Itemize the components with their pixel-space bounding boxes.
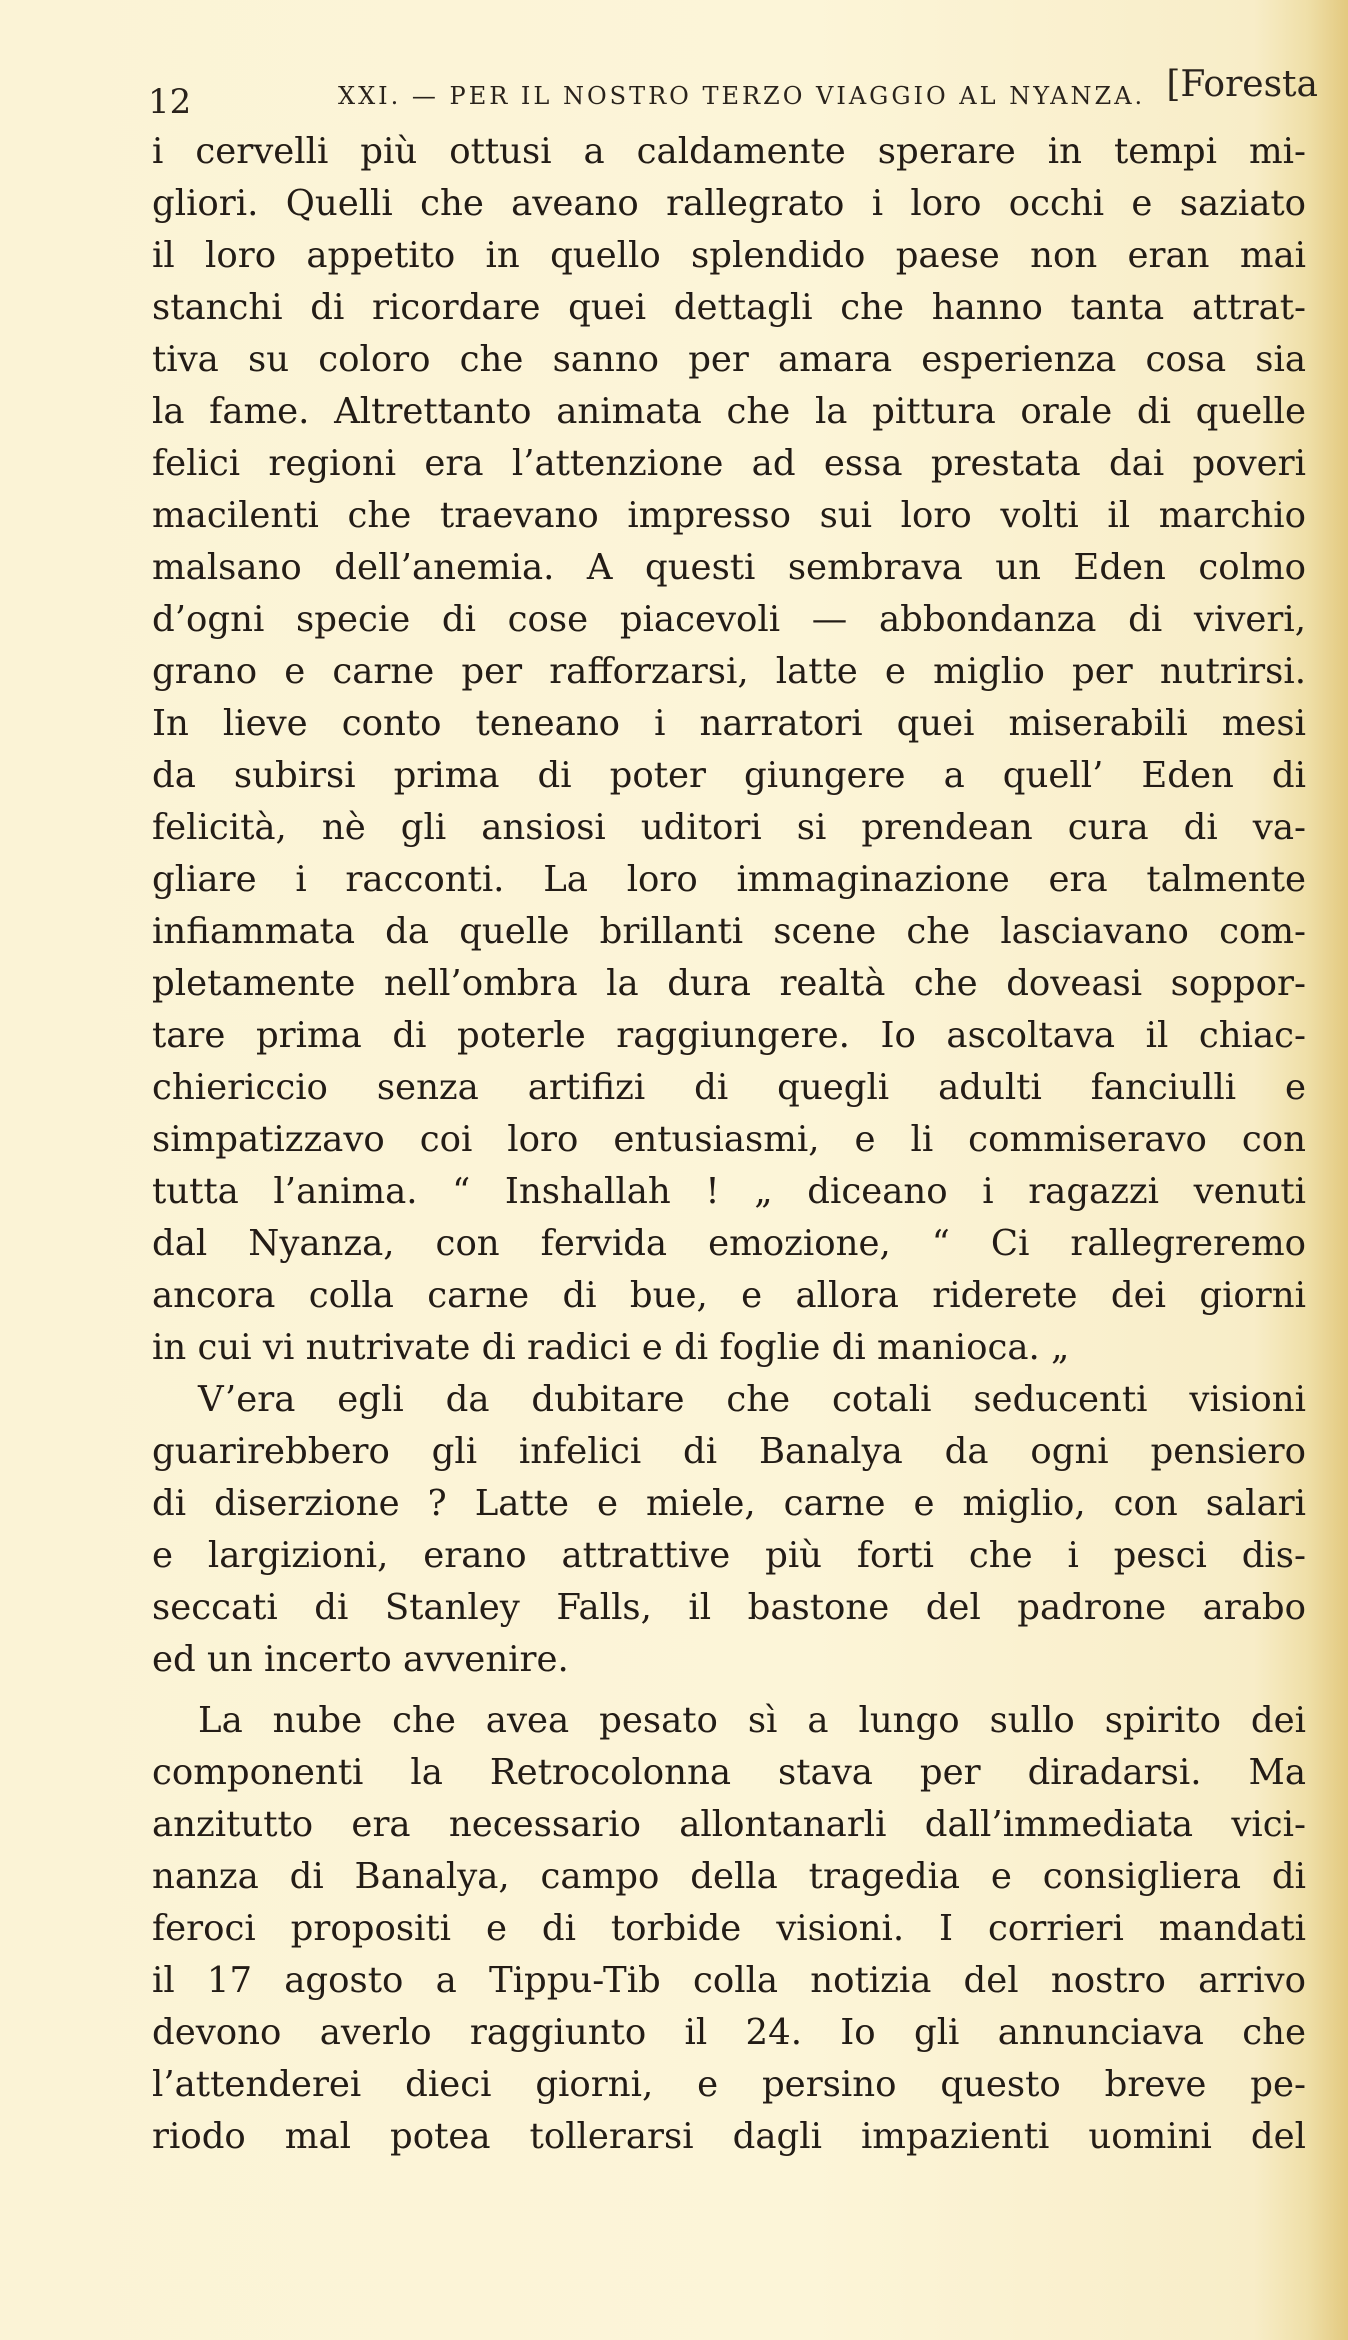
text-line: da subirsi prima di poter giungere a quell’ Eden di	[152, 755, 1306, 796]
text-line: d’ogni specie di cose piacevoli — abbondanza di viveri,	[152, 599, 1306, 640]
text-line: dal Nyanza, con fervida emozione, “ Ci rallegreremo	[152, 1223, 1306, 1264]
text-line: feroci propositi e di torbide visioni. I corrieri mandati	[152, 1908, 1306, 1949]
text-line: la fame. Altrettanto animata che la pittura orale di quelle	[152, 391, 1306, 432]
text-line: tare prima di poterle raggiungere. Io ascoltava il chiac-	[152, 1015, 1306, 1056]
text-line: seccati di Stanley Falls, il bastone del padrone arabo	[152, 1587, 1306, 1628]
text-line: l’attenderei dieci giorni, e persino questo breve pe-	[152, 2064, 1306, 2105]
text-line: pletamente nell’ombra la dura realtà che doveasi soppor-	[152, 963, 1306, 1004]
text-line: devono averlo raggiunto il 24. Io gli annunciava che	[152, 2012, 1306, 2053]
text-line: tutta l’anima. “ Inshallah ! „ diceano i ragazzi venuti	[152, 1171, 1306, 1212]
text-line: felicità, nè gli ansiosi uditori si prendean cura di va-	[152, 807, 1306, 848]
text-line: il loro appetito in quello splendido paese non eran mai	[152, 235, 1306, 276]
text-line: gliare i racconti. La loro immaginazione era talmente	[152, 859, 1306, 900]
text-line: gliori. Quelli che aveano rallegrato i loro occhi e saziato	[152, 183, 1306, 224]
text-line: grano e carne per rafforzarsi, latte e miglio per nutrirsi.	[152, 651, 1306, 692]
text-line: nanza di Banalya, campo della tragedia e consigliera di	[152, 1856, 1306, 1897]
section-label: [Foresta	[1166, 64, 1318, 105]
text-line: tiva su coloro che sanno per amara esperienza cosa sia	[152, 339, 1306, 380]
page-header	[148, 60, 1318, 120]
paragraph-end-line: ed un incerto avvenire.	[152, 1639, 569, 1680]
text-line: di diserzione ? Latte e miele, carne e miglio, con salari	[152, 1483, 1306, 1524]
text-line: anzitutto era necessario allontanarli dall’immediata vici-	[152, 1804, 1306, 1845]
text-line: ancora colla carne di bue, e allora riderete dei giorni	[152, 1275, 1306, 1316]
text-line: simpatizzavo coi loro entusiasmi, e li commiseravo con	[152, 1119, 1306, 1160]
paragraph-start-line: V’era egli da dubitare che cotali seducenti visioni	[198, 1379, 1306, 1420]
text-line: felici regioni era l’attenzione ad essa prestata dai poveri	[152, 443, 1306, 484]
page-number: 12	[148, 82, 192, 122]
text-line: infiammata da quelle brillanti scene che lasciavano com-	[152, 911, 1306, 952]
text-line: riodo mal potea tollerarsi dagli impazienti uomini del	[152, 2116, 1306, 2157]
body-text	[152, 126, 1306, 2163]
text-line: e largizioni, erano attrattive più forti che i pesci dis-	[152, 1535, 1306, 1576]
text-line: chiericcio senza artifizi di quegli adulti fanciulli e	[152, 1067, 1306, 1108]
text-line: i cervelli più ottusi a caldamente sperare in tempi mi-	[152, 131, 1306, 172]
text-line: malsano dell’anemia. A questi sembrava un Eden colmo	[152, 547, 1306, 588]
paragraph-start-line: La nube che avea pesato sì a lungo sullo spirito dei	[198, 1700, 1306, 1741]
text-line: componenti la Retrocolonna stava per diradarsi. Ma	[152, 1752, 1306, 1793]
text-line: macilenti che traevano impresso sui loro volti il marchio	[152, 495, 1306, 536]
text-line: stanchi di ricordare quei dettagli che hanno tanta attrat-	[152, 287, 1306, 328]
running-title: XXI. — PER IL NOSTRO TERZO VIAGGIO AL NYANZA.	[338, 82, 1146, 110]
text-line: guarirebbero gli infelici di Banalya da ogni pensiero	[152, 1431, 1306, 1472]
paragraph-end-line: in cui vi nutrivate di radici e di foglie di manioca. „	[152, 1327, 1070, 1368]
text-line: In lieve conto teneano i narratori quei miserabili mesi	[152, 703, 1306, 744]
text-line: il 17 agosto a Tippu-Tib colla notizia del nostro arrivo	[152, 1960, 1306, 2001]
